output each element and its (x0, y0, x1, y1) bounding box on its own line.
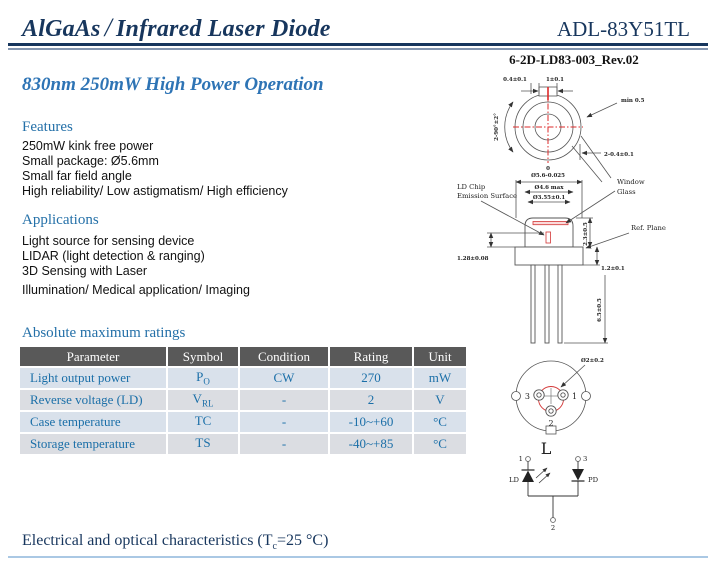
pin-bottom-label: 2 (548, 419, 554, 428)
dim-dia-cap: Ø4.6 max (534, 185, 564, 191)
features-heading: Features (22, 119, 73, 135)
table-header-row (20, 347, 466, 366)
dim-cap-height: 2.3±0.5 (583, 222, 589, 246)
dim-flat: 2-0.4±0.1 (604, 152, 634, 158)
application-item: Illumination/ Medical application/ Imaging (22, 283, 250, 297)
window-glass-label: Window (617, 178, 645, 186)
cell-symbol: $V_{RL}$ (168, 390, 238, 410)
application-item: LIDAR (light detection & ranging) (22, 249, 205, 263)
pd-diode-symbol (572, 469, 584, 481)
feature-item: 250mW kink free power (22, 139, 154, 153)
dim-flange-thick: 1.2±0.1 (601, 266, 625, 272)
applications-heading: Applications (22, 212, 99, 228)
ld-diode-symbol (522, 471, 534, 483)
dim-top-left: 0.4±0.1 (503, 77, 527, 83)
ratings-heading: Absolute maximum ratings (22, 325, 186, 341)
cell-symbol: $P_O$ (168, 368, 238, 388)
subtitle: 830nm 250mW High Power Operation (22, 74, 324, 95)
feature-item: Small package: Ø5.6mm (22, 154, 159, 168)
part-number: ADL-83Y51TL (557, 17, 690, 41)
feature-item: High reliability/ Low astigmatism/ High efficiency (22, 184, 288, 198)
table-row (20, 412, 466, 432)
material-name: AlGaAs (22, 16, 101, 42)
cell-parameter: Case temperature (20, 412, 166, 432)
cell-parameter: Light output power (20, 368, 166, 388)
cell-unit: V (414, 390, 466, 410)
cell-unit: °C (414, 434, 466, 454)
circuit-pin1-label: 1 (518, 455, 523, 463)
col-header-parameter: Parameter (20, 347, 166, 366)
ratings-table (18, 345, 468, 456)
cell-symbol: TS (168, 434, 238, 454)
dim-pin-length: 6.5±0.5 (597, 298, 603, 322)
dim-min: min 0.5 (621, 98, 645, 104)
cell-parameter: Storage temperature (20, 434, 166, 454)
cell-parameter: Reverse voltage (LD) (20, 390, 166, 410)
dim-dia-body: Ø5.6-0.025 (531, 173, 565, 179)
ld-label: LD (509, 476, 519, 484)
cell-rating: 270 (330, 368, 412, 388)
product-type: Infrared Laser Diode (116, 16, 331, 42)
circuit-pin2-label: 2 (550, 524, 556, 530)
feature-item: Small far field angle (22, 169, 132, 183)
window-glass-shape (533, 222, 568, 225)
emission-surface-shape (546, 232, 551, 243)
pd-label: PD (588, 476, 599, 484)
application-item: 3D Sensing with Laser (22, 264, 148, 278)
table-row (20, 368, 466, 388)
ref-plane-label: Ref. Plane (631, 224, 666, 232)
header-rule-thick (8, 43, 708, 46)
bottom-rule (8, 556, 708, 558)
application-item: Light source for sensing device (22, 234, 195, 248)
col-header-unit: Unit (414, 347, 466, 366)
cell-condition: - (240, 434, 328, 454)
ld-chip-label-2: Emission Surface (457, 192, 518, 200)
pin-right-label: 1 (572, 392, 578, 401)
cell-condition: - (240, 390, 328, 410)
package-drawing (435, 70, 715, 530)
circuit-pin3-label: 3 (583, 455, 588, 463)
dim-zero: 0 (546, 166, 550, 172)
table-row (20, 390, 466, 410)
pin-left-label: 3 (524, 392, 530, 401)
dim-angle: 2-90°±2° (494, 113, 500, 141)
cell-rating: -40~+85 (330, 434, 412, 454)
page-title (22, 13, 331, 43)
view-letter: L (540, 439, 552, 458)
table-row (20, 434, 466, 454)
header-rule-thin (8, 48, 708, 50)
features-list (22, 139, 288, 199)
col-header-condition: Condition (240, 347, 328, 366)
applications-list (22, 234, 250, 298)
col-header-symbol: Symbol (168, 347, 238, 366)
cell-condition: - (240, 412, 328, 432)
ld-chip-label: LD Chip (457, 183, 486, 191)
dim-pin-circle: Ø2±0.2 (581, 358, 604, 364)
title-separator: / (104, 13, 112, 42)
window-glass-label-2: Glass (617, 188, 636, 196)
cell-rating: 2 (330, 390, 412, 410)
dim-top-center: 1±0.1 (545, 77, 565, 83)
dim-emission-height: 1.28±0.08 (457, 256, 489, 262)
cell-rating: -10~+60 (330, 412, 412, 432)
electrical-heading: Electrical and optical characteristics ($T_c=25$ °C) (22, 532, 329, 553)
cell-unit: mW (414, 368, 466, 388)
cell-condition: CW (240, 368, 328, 388)
cell-symbol: TC (168, 412, 238, 432)
cell-unit: °C (414, 412, 466, 432)
drawing-doc-number: 6-2D-LD83-003_Rev.02 (509, 52, 639, 67)
dim-dia-window: Ø3.55±0.1 (532, 195, 566, 201)
col-header-rating: Rating (330, 347, 412, 366)
